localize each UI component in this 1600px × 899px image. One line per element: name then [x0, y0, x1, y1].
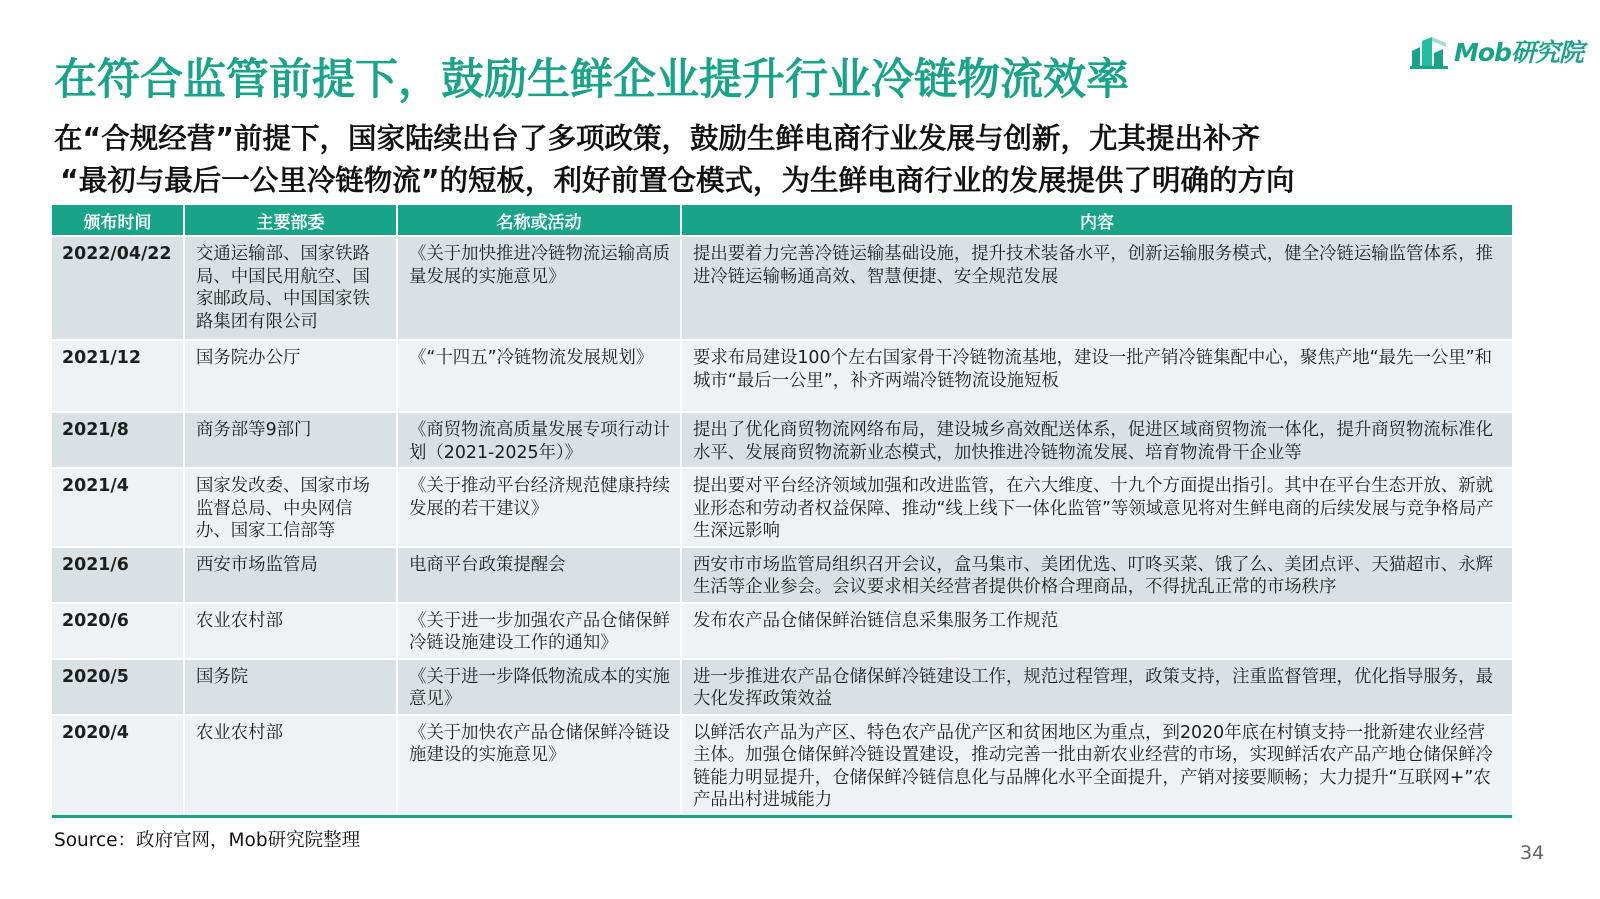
table-row: [52, 547, 1512, 603]
cell-content: 进一步推进农产品仓储保鲜冷链建设工作，规范过程管理，政策支持，注重监督管理，优化指导服务，最大化发挥政策效益: [681, 659, 1512, 715]
cell-department: 国家发改委、国家市场监督总局、中央网信办、国家工信部等: [184, 468, 397, 547]
header-name: 名称或活动: [397, 205, 681, 236]
cell-department: 农业农村部: [184, 603, 397, 659]
cell-content: 提出要着力完善冷链运输基础设施，提升技术装备水平，创新运输服务模式，健全冷链运输监管体系，推进冷链运输畅通高效、智慧便捷、安全规范发展: [681, 236, 1512, 340]
bar-chart-logo-icon: [1410, 33, 1450, 69]
cell-department: 西安市场监管局: [184, 547, 397, 603]
cell-content: 提出了优化商贸物流网络布局，建设城乡高效配送体系，促进区域商贸物流一体化，提升商贸物流标准化水平、发展商贸物流新业态模式，加快推进冷链物流发展、培育物流骨干企业等: [681, 412, 1512, 468]
policy-table: [52, 205, 1512, 818]
header-date: 颁布时间: [52, 205, 184, 236]
cell-date: 2021/8: [52, 412, 184, 468]
cell-date: 2021/6: [52, 547, 184, 603]
cell-name: 《商贸物流高质量发展专项行动计划（2021-2025年）》: [397, 412, 681, 468]
cell-department: 商务部等9部门: [184, 412, 397, 468]
table-header-row: [52, 205, 1512, 236]
brand-logo: [1410, 30, 1590, 72]
cell-date: 2021/4: [52, 468, 184, 547]
page-number: 34: [1520, 842, 1545, 864]
cell-content: 提出要对平台经济领域加强和改进监管，在六大维度、十九个方面提出指引。其中在平台生态开放、新就业形态和劳动者权益保障、推动“线上线下一体化监管”等领域意见将对生鲜电商的后续发展与竞争格局产生深远影响: [681, 468, 1512, 547]
source-note: Source：政府官网，Mob研究院整理: [54, 830, 361, 851]
page-title: 在符合监管前提下，鼓励生鲜企业提升行业冷链物流效率: [54, 55, 1129, 105]
cell-date: 2022/04/22: [52, 236, 184, 340]
header-content: 内容: [681, 205, 1512, 236]
cell-date: 2021/12: [52, 340, 184, 412]
cell-name: 《关于加快农产品仓储保鲜冷链设施建设的实施意见》: [397, 715, 681, 817]
cell-date: 2020/4: [52, 715, 184, 817]
table-row: [52, 468, 1512, 547]
cell-date: 2020/5: [52, 659, 184, 715]
cell-name: 《“十四五”冷链物流发展规划》: [397, 340, 681, 412]
subtitle-line-1: 在“合规经营”前提下，国家陆续出台了多项政策，鼓励生鲜电商行业发展与创新，尤其提出补齐: [54, 122, 1260, 155]
table-row: [52, 603, 1512, 659]
table-row: [52, 412, 1512, 468]
cell-department: 农业农村部: [184, 715, 397, 817]
table-row: [52, 340, 1512, 412]
cell-content: 发布农产品仓储保鲜治链信息采集服务工作规范: [681, 603, 1512, 659]
cell-department: 国务院: [184, 659, 397, 715]
page-subtitle: [54, 118, 1554, 202]
cell-content: 要求布局建设100个左右国家骨干冷链物流基地，建设一批产销冷链集配中心，聚焦产地“最先一公里”和城市“最后一公里”，补齐两端冷链物流设施短板: [681, 340, 1512, 412]
cell-name: 《关于进一步加强农产品仓储保鲜冷链设施建设工作的通知》: [397, 603, 681, 659]
cell-date: 2020/6: [52, 603, 184, 659]
table-row: [52, 715, 1512, 817]
cell-name: 《关于加快推进冷链物流运输高质量发展的实施意见》: [397, 236, 681, 340]
cell-department: 国务院办公厅: [184, 340, 397, 412]
header-department: 主要部委: [184, 205, 397, 236]
cell-content: 西安市市场监管局组织召开会议，盒马集市、美团优选、叮咚买菜、饿了么、美团点评、天猫超市、永辉生活等企业参会。会议要求相关经营者提供价格合理商品，不得扰乱正常的市场秩序: [681, 547, 1512, 603]
cell-name: 《关于进一步降低物流成本的实施意见》: [397, 659, 681, 715]
table-row: [52, 659, 1512, 715]
cell-department: 交通运输部、国家铁路局、中国民用航空、国家邮政局、中国国家铁路集团有限公司: [184, 236, 397, 340]
cell-name: 电商平台政策提醒会: [397, 547, 681, 603]
cell-name: 《关于推动平台经济规范健康持续发展的若干建议》: [397, 468, 681, 547]
subtitle-line-2: “最初与最后一公里冷链物流”的短板，利好前置仓模式，为生鲜电商行业的发展提供了明确的方向: [60, 164, 1295, 197]
table-row: [52, 236, 1512, 340]
cell-content: 以鲜活农产品为产区、特色农产品优产区和贫困地区为重点，到2020年底在村镇支持一批新建农业经营主体。加强仓储保鲜冷链设置建设，推动完善一批由新农业经营的市场，实现鲜活农产品产地仓储保鲜冷链能力明显提升，仓储保鲜冷链信息化与品牌化水平全面提升，产销对接要顺畅；大力提升“互联网+”农产品出村进城能力: [681, 715, 1512, 817]
logo-text: Mob研究院: [1454, 38, 1583, 67]
